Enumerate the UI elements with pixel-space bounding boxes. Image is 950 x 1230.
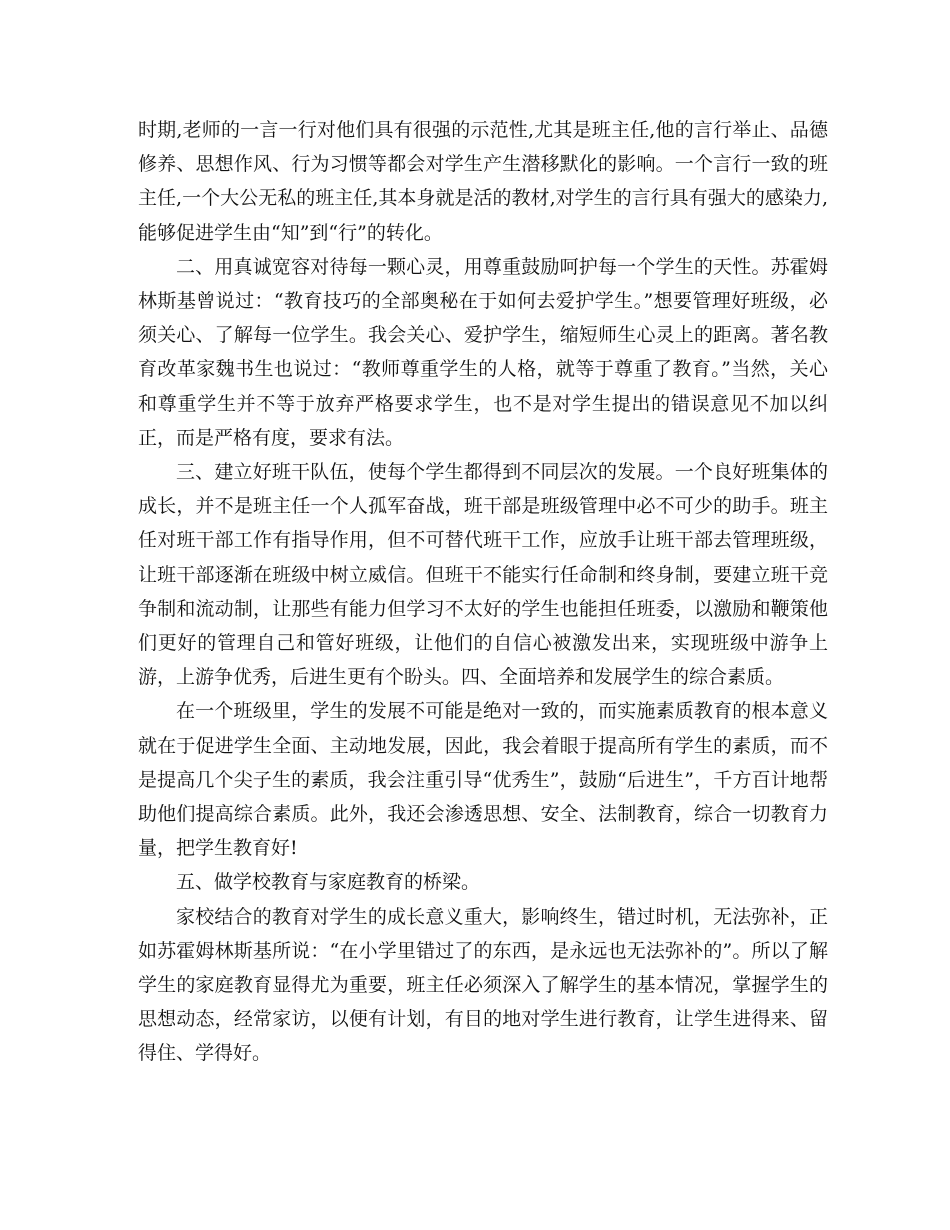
paragraph-section-two: 二、用真诚宽容对待每一颗心灵，用尊重鼓励呵护每一个学生的天性。苏霍姆林斯基曾说过：“教育技巧的全部奥秘在于如何去爱护学生。”想要管理好班级，必须关心、了解每一位学生。我会关心、爱护学生，缩短师生心灵上的距离。著名教育改革家魏书生也说过：“教师尊重学生的人格，就等于尊重了教育。”当然，关心和尊重学生并不等于放弃严格要求学生，也不是对学生提出的错误意见不加以纠正，而是严格有度，要求有法。 (138, 255, 828, 449)
document-body (138, 113, 828, 1071)
paragraph-section-three: 三、建立好班干队伍，使每个学生都得到不同层次的发展。一个良好班集体的成长，并不是班主任一个人孤军奋战，班干部是班级管理中必不可少的助手。班主任对班干部工作有指导作用，但不可替代班干工作，应放手让班干部去管理班级，让班干部逐渐在班级中树立威信。但班干不能实行任命制和终身制，要建立班干竞争制和流动制，让那些有能力但学习不太好的学生也能担任班委，以激励和鞭策他们更好的管理自己和管好班级，让他们的自信心被激发出来，实现班级中游争上游，上游争优秀，后进生更有个盼头。四、全面培养和发展学生的综合素质。 (138, 461, 828, 689)
paragraph-overall-quality: 在一个班级里，学生的发展不可能是绝对一致的，而实施素质教育的根本意义就在于促进学生全面、主动地发展，因此，我会着眼于提高所有学生的素质，而不是提高几个尖子生的素质，我会注重引导“优秀生”，鼓励“后进生”，千方百计地帮助他们提高综合素质。此外，我还会渗透思想、安全、法制教育，综合一切教育力量，把学生教育好! (138, 700, 828, 860)
paragraph-home-school: 家校结合的教育对学生的成长意义重大，影响终生，错过时机，无法弥补，正如苏霍姆林斯基所说：“在小学里错过了的东西，是永远也无法弥补的”。所以了解学生的家庭教育显得尤为重要，班主任必须深入了解学生的基本情况，掌握学生的思想动态，经常家访，以便有计划，有目的地对学生进行教育，让学生进得来、留得住、学得好。 (138, 905, 828, 1065)
paragraph-continuation: 时期,老师的一言一行对他们具有很强的示范性,尤其是班主任,他的言行举止、品德修养、思想作风、行为习惯等都会对学生产生潜移默化的影响。一个言行一致的班主任,一个大公无私的班主任,其本身就是活的教材,对学生的言行具有强大的感染力,能够促进学生由“知”到“行”的转化。 (138, 119, 828, 244)
paragraph-section-five-heading: 五、做学校教育与家庭教育的桥梁。 (176, 871, 481, 894)
